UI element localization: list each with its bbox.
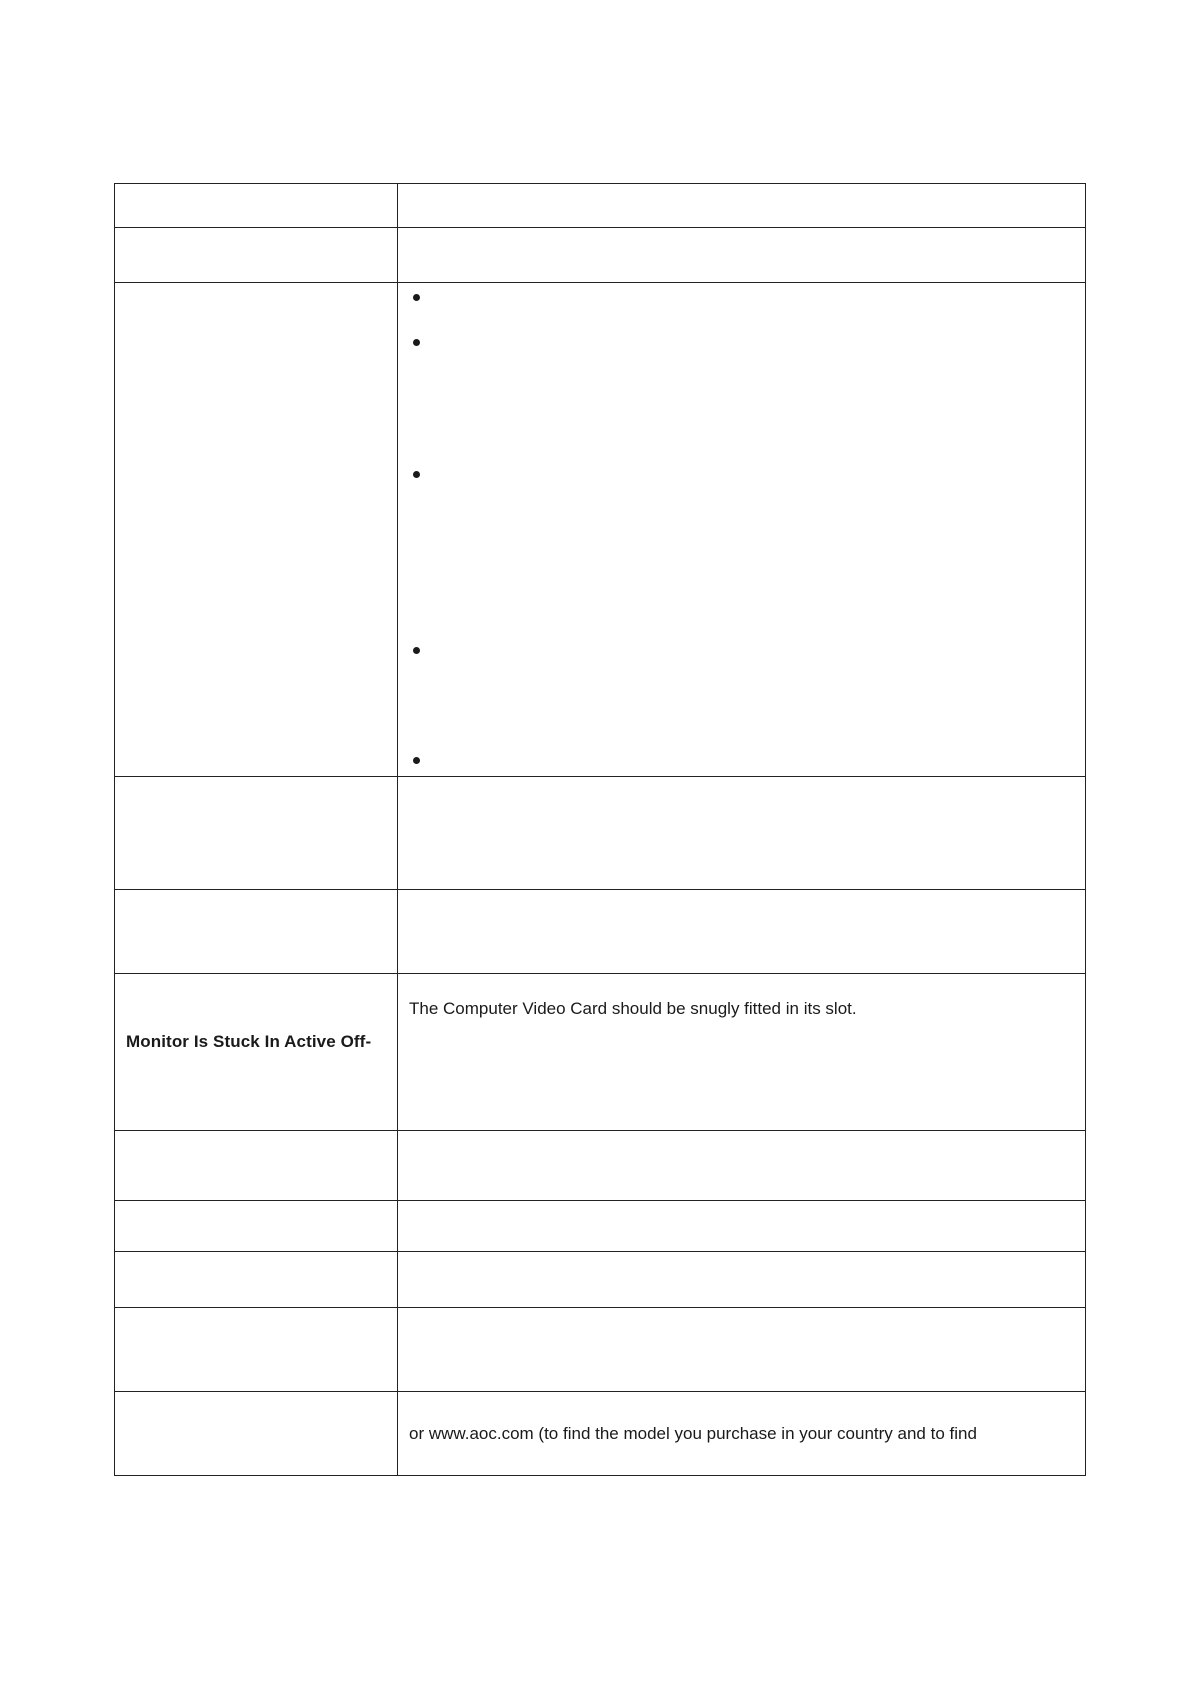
table-row [115, 890, 1086, 974]
problem-cell [115, 974, 398, 1131]
solution-text: or www.aoc.com (to find the model you purchase in your country and to find [409, 1424, 977, 1443]
bullet-icon [413, 471, 420, 478]
troubleshooting-table [114, 183, 1086, 1476]
table-row [115, 228, 1086, 283]
table-row [115, 974, 1086, 1131]
table-row [115, 1308, 1086, 1392]
table-row [115, 1131, 1086, 1201]
solution-text: The Computer Video Card should be snugly fitted in its slot. [409, 999, 857, 1018]
table-row [115, 283, 1086, 777]
problem-cell [115, 1201, 398, 1252]
problem-cell [115, 777, 398, 890]
solution-cell [398, 1308, 1086, 1392]
table-row [115, 777, 1086, 890]
solution-cell [398, 1392, 1086, 1476]
solution-cell [398, 184, 1086, 228]
solution-cell [398, 890, 1086, 974]
problem-cell [115, 1131, 398, 1201]
solution-cell [398, 1252, 1086, 1308]
solution-cell [398, 1201, 1086, 1252]
problem-cell [115, 1392, 398, 1476]
solution-cell [398, 777, 1086, 890]
problem-cell [115, 1252, 398, 1308]
table-row [115, 184, 1086, 228]
solution-cell [398, 283, 1086, 777]
solution-cell [398, 1131, 1086, 1201]
bullet-icon [413, 757, 420, 764]
bullet-icon [413, 339, 420, 346]
problem-label: Monitor Is Stuck In Active Off- [126, 1032, 372, 1051]
table-row [115, 1252, 1086, 1308]
bullet-icon [413, 647, 420, 654]
problem-cell [115, 184, 398, 228]
solution-cell [398, 228, 1086, 283]
problem-cell [115, 1308, 398, 1392]
problem-cell [115, 283, 398, 777]
problem-cell [115, 228, 398, 283]
bullet-icon [413, 294, 420, 301]
problem-cell [115, 890, 398, 974]
table-row [115, 1392, 1086, 1476]
solution-cell [398, 974, 1086, 1131]
table-row [115, 1201, 1086, 1252]
